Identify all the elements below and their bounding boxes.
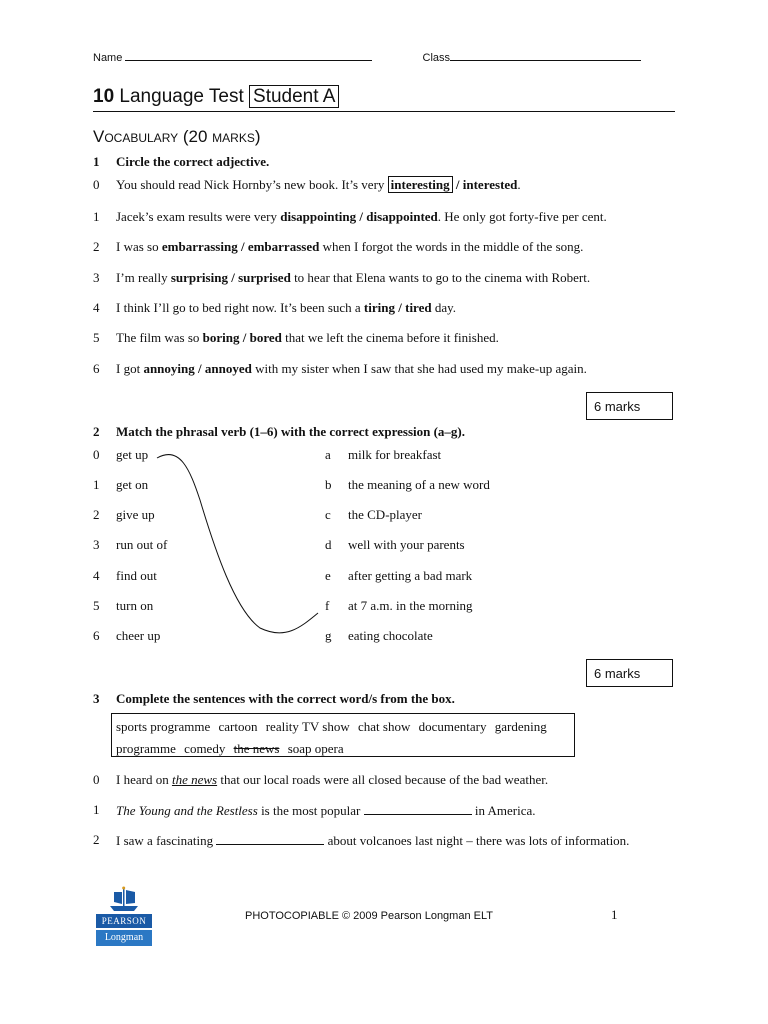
answer-blank[interactable] [364, 802, 472, 815]
example-answer: the news [171, 772, 218, 787]
adjective-option[interactable]: embarrassed [247, 239, 320, 254]
q3-instruction: Complete the sentences with the correct word/s from the box. [116, 691, 455, 706]
verb-number: 2 [93, 507, 100, 522]
q3-item-number: 0 [93, 772, 100, 787]
logo-text-top: PEARSON [96, 914, 152, 928]
adjective-option[interactable]: bored [249, 330, 282, 345]
ship-icon [106, 886, 142, 912]
name-label: Name [93, 52, 123, 64]
expression[interactable]: after getting a bad mark [348, 568, 473, 583]
q1-item-number: 2 [93, 239, 100, 254]
q1-item-3: I’m really surprising / surprised to hear that Elena wants to go to the cinema with Robert. [116, 270, 591, 285]
pearson-longman-logo [96, 886, 152, 948]
student-version: Student A [249, 85, 339, 108]
q3-item-example: I heard on the news that our local roads were all closed because of the bad weather. [116, 772, 549, 787]
adjective-option[interactable]: surprised [238, 270, 291, 285]
phrasal-verb[interactable]: get up [116, 447, 149, 462]
logo-text-bottom: Longman [96, 930, 152, 946]
phrasal-verb[interactable]: get on [116, 477, 149, 492]
q1-item-5: The film was so boring / bored that we left the cinema before it finished. [116, 330, 499, 345]
q3-item-1: The Young and the Restless is the most popular in America. [116, 803, 536, 818]
q3-item-2: I saw a fascinating about volcanoes last night – there was lots of information. [116, 833, 630, 848]
verb-number: 6 [93, 628, 100, 643]
q3-item-number: 1 [93, 802, 100, 817]
answer-blank[interactable] [216, 832, 324, 845]
expression-letter: e [325, 568, 331, 583]
verb-number: 1 [93, 477, 100, 492]
q1-item-number: 3 [93, 270, 100, 285]
adjective-option[interactable]: boring [202, 330, 240, 345]
adjective-option[interactable]: tired [405, 300, 432, 315]
expression-letter: a [325, 447, 331, 462]
class-label: Class [422, 52, 451, 64]
adjective-option[interactable]: disappointing [280, 209, 357, 224]
q1-item-4: I think I’ll go to bed right now. It’s been such a tiring / tired day. [116, 300, 457, 315]
word-box-item: comedy [184, 741, 226, 756]
q1-item-6: I got annoying / annoyed with my sister when I saw that she had used my make-up again. [116, 361, 587, 376]
phrasal-verb[interactable]: run out of [116, 537, 168, 552]
word-box-item: documentary [418, 719, 487, 734]
expression-letter: b [325, 477, 332, 492]
word-box-item-struck: the news [233, 741, 280, 756]
copyright-footer: PHOTOCOPIABLE © 2009 Pearson Longman ELT [245, 910, 493, 922]
adjective-option[interactable]: interested [462, 177, 518, 192]
q1-item-number: 5 [93, 330, 100, 345]
word-box-item: sports programme [116, 719, 211, 734]
expression-letter: g [325, 628, 332, 643]
test-title: Language Test [119, 86, 244, 107]
adjective-option[interactable]: annoying [143, 361, 195, 376]
q1-item-number: 6 [93, 361, 100, 376]
word-box-item: reality TV show [265, 719, 350, 734]
word-box-item: soap opera [287, 741, 344, 756]
expression-letter: f [325, 598, 330, 613]
adjective-option[interactable]: annoyed [204, 361, 252, 376]
q1-marks-box: 6 marks [586, 392, 673, 420]
q1-number: 1 [93, 154, 100, 169]
q1-item-number: 1 [93, 209, 100, 224]
expression[interactable]: well with your parents [348, 537, 465, 552]
page-number: 1 [611, 907, 618, 922]
phrasal-verb[interactable]: give up [116, 507, 155, 522]
word-box-item: chat show [357, 719, 411, 734]
adjective-option[interactable]: disappointed [366, 209, 438, 224]
phrasal-verb[interactable]: turn on [116, 598, 154, 613]
verb-number: 0 [93, 447, 100, 462]
word-box-item: cartoon [218, 719, 258, 734]
expression[interactable]: the meaning of a new word [348, 477, 490, 492]
word-box [111, 713, 575, 757]
q1-instruction: Circle the correct adjective. [116, 154, 270, 169]
adjective-option[interactable]: embarrassing [161, 239, 238, 254]
q1-item-2: I was so embarrassing / embarrassed when I forgot the words in the middle of the song. [116, 239, 584, 254]
section-heading: Vocabulary (20 marks) [93, 127, 261, 146]
expression[interactable]: milk for breakfast [348, 447, 442, 462]
verb-number: 5 [93, 598, 100, 613]
expression[interactable]: eating chocolate [348, 628, 433, 643]
q3-number: 3 [93, 691, 100, 706]
q1-item-0: You should read Nick Hornby’s new book. It’s very interesting / interested. [116, 177, 521, 192]
verb-number: 3 [93, 537, 100, 552]
q1-item-number: 0 [93, 177, 100, 192]
phrasal-verb[interactable]: cheer up [116, 628, 161, 643]
expression-letter: d [325, 537, 332, 552]
q1-item-1: Jacek’s exam results were very disappointing / disappointed. He only got forty-five per cent. [116, 209, 607, 224]
q2-marks-box: 6 marks [586, 659, 673, 687]
phrasal-verb[interactable]: find out [116, 568, 157, 583]
expression[interactable]: at 7 a.m. in the morning [348, 598, 473, 613]
word-box-item: gardening programme [116, 719, 547, 756]
q2-instruction: Match the phrasal verb (1–6) with the correct expression (a–g). [116, 424, 466, 439]
adjective-option[interactable]: surprising [170, 270, 228, 285]
q3-item-number: 2 [93, 832, 100, 847]
test-number: 10 [93, 86, 115, 107]
q1-item-number: 4 [93, 300, 100, 315]
expression-letter: c [325, 507, 331, 522]
q2-number: 2 [93, 424, 100, 439]
adjective-option[interactable]: tiring [363, 300, 395, 315]
adjective-option[interactable]: interesting [388, 176, 453, 193]
expression[interactable]: the CD-player [348, 507, 423, 522]
verb-number: 4 [93, 568, 100, 583]
